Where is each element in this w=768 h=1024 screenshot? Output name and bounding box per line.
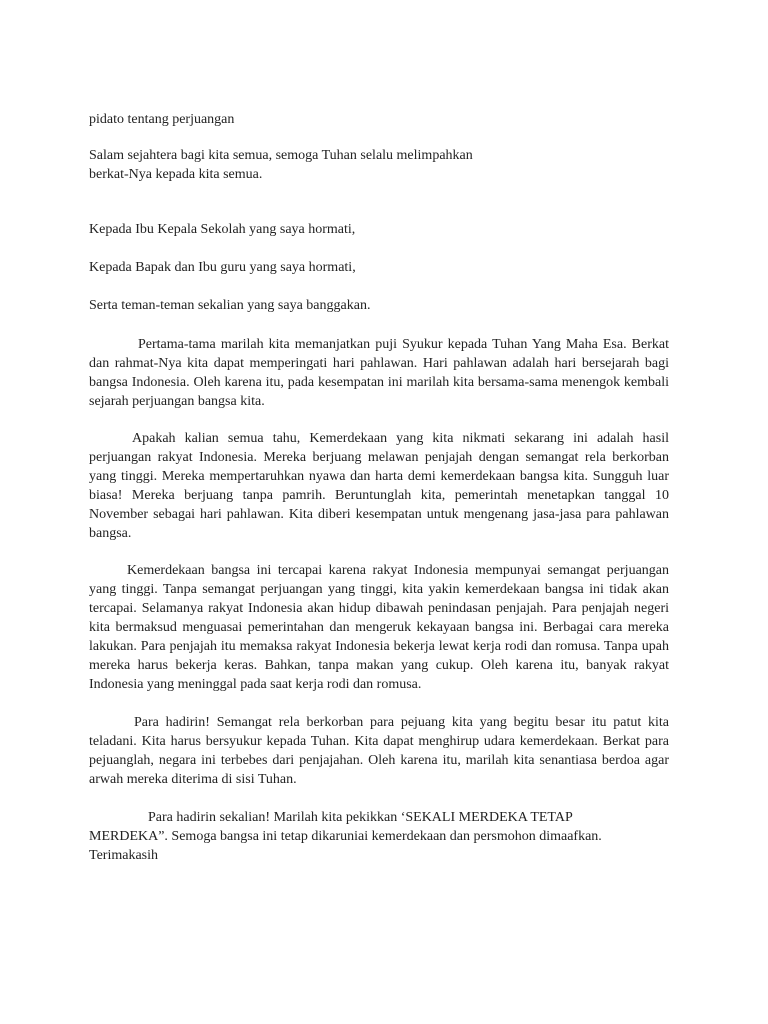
- closing-line: Para hadirin sekalian! Marilah kita pekikkan ‘SEKALI MERDEKA TETAP: [148, 810, 573, 825]
- body-paragraph: Para hadirin! Semangat rela berkorban para pejuang kita yang begitu besar itu patut kita teladani. Kita harus bersyukur kepada Tuhan. Kita dapat menghirup udara kemerdekaan. Berkat para pejuanglah, negara ini terbebes dari penjajahan. Oleh karena itu, marilah kita senantiasa berdoa agar arwah mereka diterima di sisi Tuhan.: [89, 715, 669, 787]
- address-principal: Kepada Ibu Kepala Sekolah yang saya hormati,: [89, 222, 356, 237]
- body-paragraph: Kemerdekaan bangsa ini tercapai karena rakyat Indonesia mempunyai semangat perjuangan yang tinggi. Tanpa semangat perjuangan yang tinggi, kita yakin kemerdekaan bangsa ini tidak akan tercapai. Selamanya rakyat Indonesia akan hidup dibawah penindasan penjajah. Para penjajah negeri kita bermaksud menguasai pemerintahan dan mengeruk kekayaan bangsa ini. Berbagai cara mereka lakukan. Para penjajah itu memaksa rakyat Indonesia bekerja lewat kerja rodi dan romusa. Tanpa upah mereka harus bekerja keras. Bahkan, tanpa makan yang cukup. Oleh karena itu, banyak rakyat Indonesia yang meninggal pada saat kerja rodi dan romusa.: [89, 563, 669, 692]
- greeting-paragraph: [89, 146, 669, 184]
- greeting-line: berkat-Nya kepada kita semua.: [89, 167, 263, 182]
- address-friends: Serta teman-teman sekalian yang saya banggakan.: [89, 298, 371, 313]
- address-teachers: Kepada Bapak dan Ibu guru yang saya hormati,: [89, 260, 356, 275]
- greeting-line: Salam sejahtera bagi kita semua, semoga Tuhan selalu melimpahkan: [89, 148, 473, 163]
- document-title: pidato tentang perjuangan: [89, 112, 235, 127]
- closing-paragraph: [89, 808, 669, 865]
- closing-line: Terimakasih: [89, 848, 158, 863]
- document-page: [89, 110, 669, 883]
- closing-line: MERDEKA”. Semoga bangsa ini tetap dikaruniai kemerdekaan dan persmohon dimaafkan.: [89, 829, 602, 844]
- body-paragraph: Pertama-tama marilah kita memanjatkan puji Syukur kepada Tuhan Yang Maha Esa. Berkat dan rahmat-Nya kita dapat memperingati hari pahlawan. Hari pahlawan adalah hari bersejarah bagi bangsa Indonesia. Oleh karena itu, pada kesempatan ini marilah kita bersama-sama menengok kembali sejarah perjuangan bangsa kita.: [89, 337, 669, 409]
- body-paragraph: Apakah kalian semua tahu, Kemerdekaan yang kita nikmati sekarang ini adalah hasil perjuangan rakyat Indonesia. Mereka berjuang melawan penjajah dengan semangat rela berkorban yang tinggi. Mereka mempertaruhkan nyawa dan harta demi kemerdekaan bangsa kita. Sungguh luar biasa! Mereka berjuang tanpa pamrih. Beruntunglah kita, pemerintah menetapkan tanggal 10 November sebagai hari pahlawan. Kita diberi kesempatan untuk mengenang jasa-jasa para pahlawan bangsa.: [89, 431, 669, 541]
